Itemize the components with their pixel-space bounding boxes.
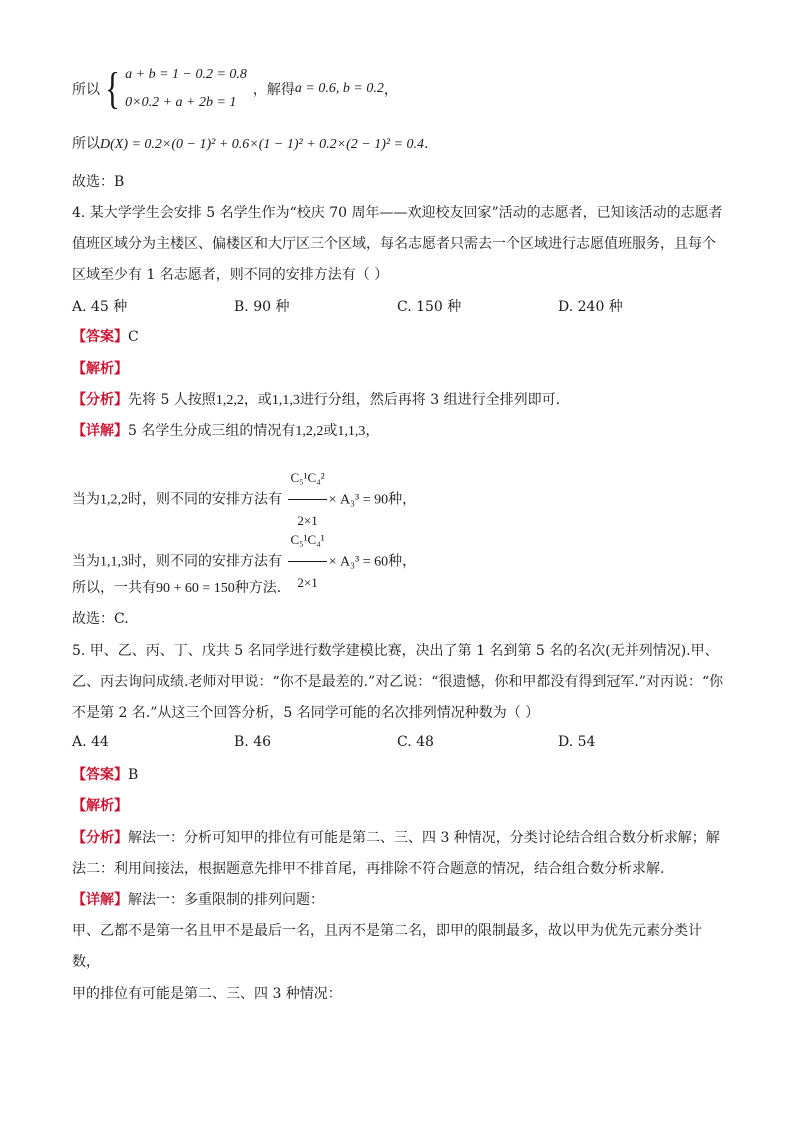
q5-answer-label: 【答案】	[72, 767, 128, 783]
q4-xiangjie-math-1: 1,2,2	[295, 424, 324, 439]
q4-fenxi-math-2: 1,1,3	[271, 393, 300, 408]
q5-stem-line-1: 5. 甲、乙、丙、丁、戊共 5 名同学进行数学建模比赛，决出了第 1 名到第 5 名的名次(无并列情况).甲、	[72, 643, 719, 659]
variance-prefix: 所以	[72, 136, 100, 152]
q4-fenxi-math-1: 1,2,2	[215, 393, 244, 408]
q4-option-d: D. 240 种	[558, 299, 623, 315]
q4-xiangjie-end: ，	[365, 423, 380, 439]
solve-result: a = 0.6, b = 0.2	[294, 81, 384, 96]
system-equation-2: 0×0.2 + a + 2b = 1	[125, 95, 237, 110]
q4-xiangjie-math-2: 1,1,3	[337, 424, 366, 439]
q5-analysis-label: 【解析】	[72, 798, 128, 814]
q4-case2-text: 时，则不同的安排方法有	[128, 553, 282, 570]
variance-line	[72, 134, 428, 155]
q4-answer-label: 【答案】	[72, 329, 128, 345]
q5-option-b: B. 46	[234, 734, 272, 750]
q5-answer-line	[72, 765, 138, 785]
q4-case2-numerator: C₅¹C₄¹	[288, 520, 326, 562]
q4-case1-math: 1,2,2	[100, 492, 128, 508]
q4-analysis-line	[72, 359, 128, 379]
q4-total-line	[72, 578, 281, 599]
q4-case2-fraction	[288, 520, 326, 603]
q4-total-prefix: 所以，一共有	[72, 580, 156, 596]
q4-case2-rest: × A₃³ = 60	[328, 554, 389, 570]
q5-fenxi-label: 【分析】	[72, 830, 128, 846]
q4-fenxi-text: 先将 5 人按照	[128, 392, 216, 408]
q4-answer-value: C	[128, 329, 139, 345]
equation-system-line	[72, 66, 398, 112]
q4-xiangjie-or: 或	[323, 423, 338, 439]
q4-stem-line-1: 4. 某大学学生会安排 5 名学生作为“校庆 70 周年——欢迎校友回家”活动的志愿者，已知该活动的志愿者	[72, 205, 723, 221]
q5-option-c: C. 48	[397, 734, 434, 750]
q5-xiangjie-line	[72, 890, 324, 910]
q4-final-answer: 故选：C.	[72, 611, 129, 627]
q4-xiangjie-text: 5 名学生分成三组的情况有	[128, 423, 296, 439]
q5-answer-value: B	[128, 767, 139, 783]
q5-para-line-1: 甲、乙都不是第一名且甲不是最后一名，且丙不是第二名，即甲的限制最多，故以甲为优先元素分类计	[72, 923, 702, 939]
q4-case1-prefix: 当为	[72, 491, 100, 508]
q5-xiangjie-label: 【详解】	[72, 892, 128, 908]
q4-analysis-label: 【解析】	[72, 361, 128, 377]
q4-xiangjie-label: 【详解】	[72, 423, 128, 439]
q4-case1-rest: × A₃³ = 90	[328, 492, 389, 508]
q4-fenxi-mid: ，或	[243, 392, 272, 408]
so-prefix: 所以	[72, 82, 100, 98]
solve-tail: ，	[383, 82, 398, 98]
q4-case2-prefix: 当为	[72, 553, 100, 570]
q5-fenxi-line-2: 法二：利用间接法，根据题意先排甲不排首尾，再排除不符合题意的情况，结合组合数分析求解.	[72, 861, 665, 877]
q4-option-c: C. 150 种	[397, 299, 462, 315]
left-brace: {	[105, 64, 120, 113]
q5-fenxi-text-1: 解法一：分析可知甲的排位有可能是第二、三、四 3 种情况，分类讨论结合组合数分析求解；解	[128, 830, 720, 846]
q5-stem-line-3: 不是第 2 名.”从这三个回答分析，5 名同学可能的名次排列情况种数为（ ）	[72, 705, 540, 721]
q4-option-b: B. 90 种	[234, 299, 290, 315]
q4-case1-denominator: 2×1	[297, 513, 318, 528]
q5-option-a: A. 44	[72, 734, 109, 750]
previous-answer: 故选：B	[72, 174, 125, 190]
q4-case2-math: 1,1,3	[100, 554, 128, 570]
q4-answer-line	[72, 327, 139, 347]
q4-xiangjie-line	[72, 421, 379, 442]
q5-fenxi-line-1	[72, 828, 720, 848]
q5-para-line-2: 数，	[72, 954, 100, 970]
q4-option-a: A. 45 种	[72, 299, 128, 315]
variance-expression: D(X) = 0.2×(0 − 1)² + 0.6×(1 − 1)² + 0.2×(2 − 1)² = 0.4	[100, 137, 425, 152]
variance-tail: .	[424, 136, 429, 152]
q4-fenxi-line	[72, 390, 560, 411]
q4-case2-end: 种，	[388, 553, 417, 570]
q4-case1-text: 时，则不同的安排方法有	[128, 491, 282, 508]
q4-fenxi-label: 【分析】	[72, 392, 128, 408]
q4-fenxi-end: 进行分组，然后再将 3 组进行全排列即可.	[299, 392, 561, 408]
q4-stem-line-2: 值班区域分为主楼区、偏楼区和大厅区三个区域，每名志愿者只需去一个区域进行志愿值班服务，且每个	[72, 236, 716, 252]
q4-stem-line-3: 区域至少有 1 名志愿者，则不同的安排方法有（ ）	[72, 267, 389, 283]
q4-case2-denominator: 2×1	[297, 575, 318, 590]
q4-case1-end: 种，	[388, 491, 417, 508]
q4-case1-numerator: C₅¹C₄²	[288, 458, 326, 500]
solve-text: ，解得	[252, 82, 295, 98]
q5-xiangjie-text: 解法一：多重限制的排列问题：	[128, 892, 324, 908]
q5-stem-line-2: 乙、丙去询问成绩.老师对甲说：“你不是最差的.”对乙说：“很遗憾，你和甲都没有得到冠军.”对丙说：“你	[72, 674, 724, 690]
q5-para-line-3: 甲的排位有可能是第二、三、四 3 种情况：	[72, 986, 342, 1002]
q5-analysis-line	[72, 796, 128, 816]
system-equation-1: a + b = 1 − 0.2 = 0.8	[125, 67, 247, 82]
q5-option-d: D. 54	[558, 734, 596, 750]
q4-total-expr: 90 + 60 = 150	[156, 581, 235, 596]
q4-total-end: 种方法.	[234, 580, 282, 596]
equation-system	[125, 67, 247, 111]
